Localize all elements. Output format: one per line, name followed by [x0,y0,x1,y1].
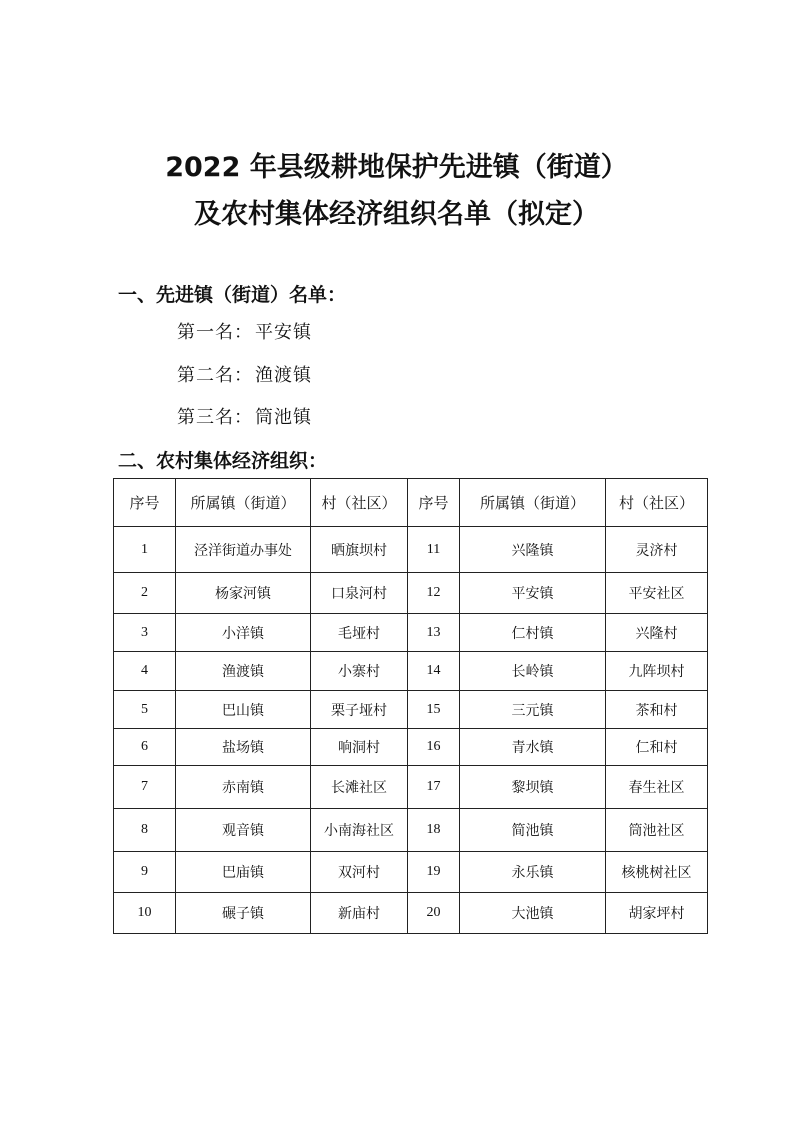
cell-town: 大池镇 [460,893,606,934]
cell-seq: 4 [114,652,176,691]
cell-seq: 5 [114,691,176,729]
cell-seq: 1 [114,527,176,573]
cell-village: 毛垭村 [311,614,408,652]
collective-org-table [113,478,708,934]
table-header-row [114,479,708,527]
col-header-village: 村（社区） [606,479,708,527]
cell-village: 灵济村 [606,527,708,573]
col-header-town: 所属镇（街道） [176,479,311,527]
cell-town: 黎坝镇 [460,766,606,809]
table-row [114,652,708,691]
cell-town: 三元镇 [460,691,606,729]
cell-town: 仁村镇 [460,614,606,652]
cell-village: 小南海社区 [311,809,408,852]
cell-seq: 11 [408,527,460,573]
rank-town: 筒池镇 [255,407,312,428]
cell-seq: 9 [114,852,176,893]
cell-town: 渔渡镇 [176,652,311,691]
cell-town: 赤南镇 [176,766,311,809]
col-header-seq: 序号 [408,479,460,527]
table-row [114,766,708,809]
cell-town: 长岭镇 [460,652,606,691]
cell-town: 巴山镇 [176,691,311,729]
cell-town: 盐场镇 [176,729,311,766]
cell-village: 口泉河村 [311,573,408,614]
table-row [114,893,708,934]
cell-town: 杨家河镇 [176,573,311,614]
section-heading-advanced-towns: 一、先进镇（街道）名单： [118,284,347,306]
cell-town: 青水镇 [460,729,606,766]
rank-town: 平安镇 [255,322,312,343]
cell-village: 茶和村 [606,691,708,729]
cell-seq: 6 [114,729,176,766]
table-row [114,691,708,729]
table-row [114,573,708,614]
table-row [114,852,708,893]
col-header-seq: 序号 [114,479,176,527]
document-title-line-2: 及农村集体经济组织名单（拟定） [194,199,599,230]
rank-town: 渔渡镇 [255,365,312,386]
cell-village: 双河村 [311,852,408,893]
cell-town: 平安镇 [460,573,606,614]
rank-label: 第三名： [177,407,253,428]
cell-village: 九阵坝村 [606,652,708,691]
cell-seq: 20 [408,893,460,934]
cell-town: 碾子镇 [176,893,311,934]
table-row [114,614,708,652]
cell-village: 筒池社区 [606,809,708,852]
cell-village: 核桃树社区 [606,852,708,893]
cell-seq: 8 [114,809,176,852]
cell-seq: 18 [408,809,460,852]
rank-label: 第二名： [177,365,253,386]
rank-item-third [177,404,312,432]
cell-village: 兴隆村 [606,614,708,652]
cell-seq: 3 [114,614,176,652]
cell-seq: 2 [114,573,176,614]
rank-label: 第一名： [177,322,253,343]
cell-town: 永乐镇 [460,852,606,893]
table-row [114,809,708,852]
cell-seq: 13 [408,614,460,652]
cell-town: 兴隆镇 [460,527,606,573]
cell-seq: 7 [114,766,176,809]
cell-town: 小洋镇 [176,614,311,652]
cell-village: 仁和村 [606,729,708,766]
section-heading-collective-orgs: 二、农村集体经济组织： [118,450,328,472]
cell-town: 泾洋街道办事处 [176,527,311,573]
rank-item-first [177,319,312,347]
col-header-village: 村（社区） [311,479,408,527]
cell-town: 观音镇 [176,809,311,852]
cell-seq: 14 [408,652,460,691]
cell-village: 晒旗坝村 [311,527,408,573]
cell-seq: 12 [408,573,460,614]
cell-village: 胡家坪村 [606,893,708,934]
table-row [114,527,708,573]
col-header-town: 所属镇（街道） [460,479,606,527]
cell-village: 响洞村 [311,729,408,766]
cell-village: 小寨村 [311,652,408,691]
rank-item-second [177,362,312,390]
cell-village: 新庙村 [311,893,408,934]
document-title-line-1: 2022 年县级耕地保护先进镇（街道） [165,152,628,183]
table-row [114,729,708,766]
cell-seq: 17 [408,766,460,809]
cell-village: 栗子垭村 [311,691,408,729]
cell-town: 简池镇 [460,809,606,852]
cell-seq: 16 [408,729,460,766]
cell-town: 巴庙镇 [176,852,311,893]
cell-seq: 10 [114,893,176,934]
cell-village: 平安社区 [606,573,708,614]
cell-village: 春生社区 [606,766,708,809]
cell-village: 长滩社区 [311,766,408,809]
cell-seq: 19 [408,852,460,893]
cell-seq: 15 [408,691,460,729]
